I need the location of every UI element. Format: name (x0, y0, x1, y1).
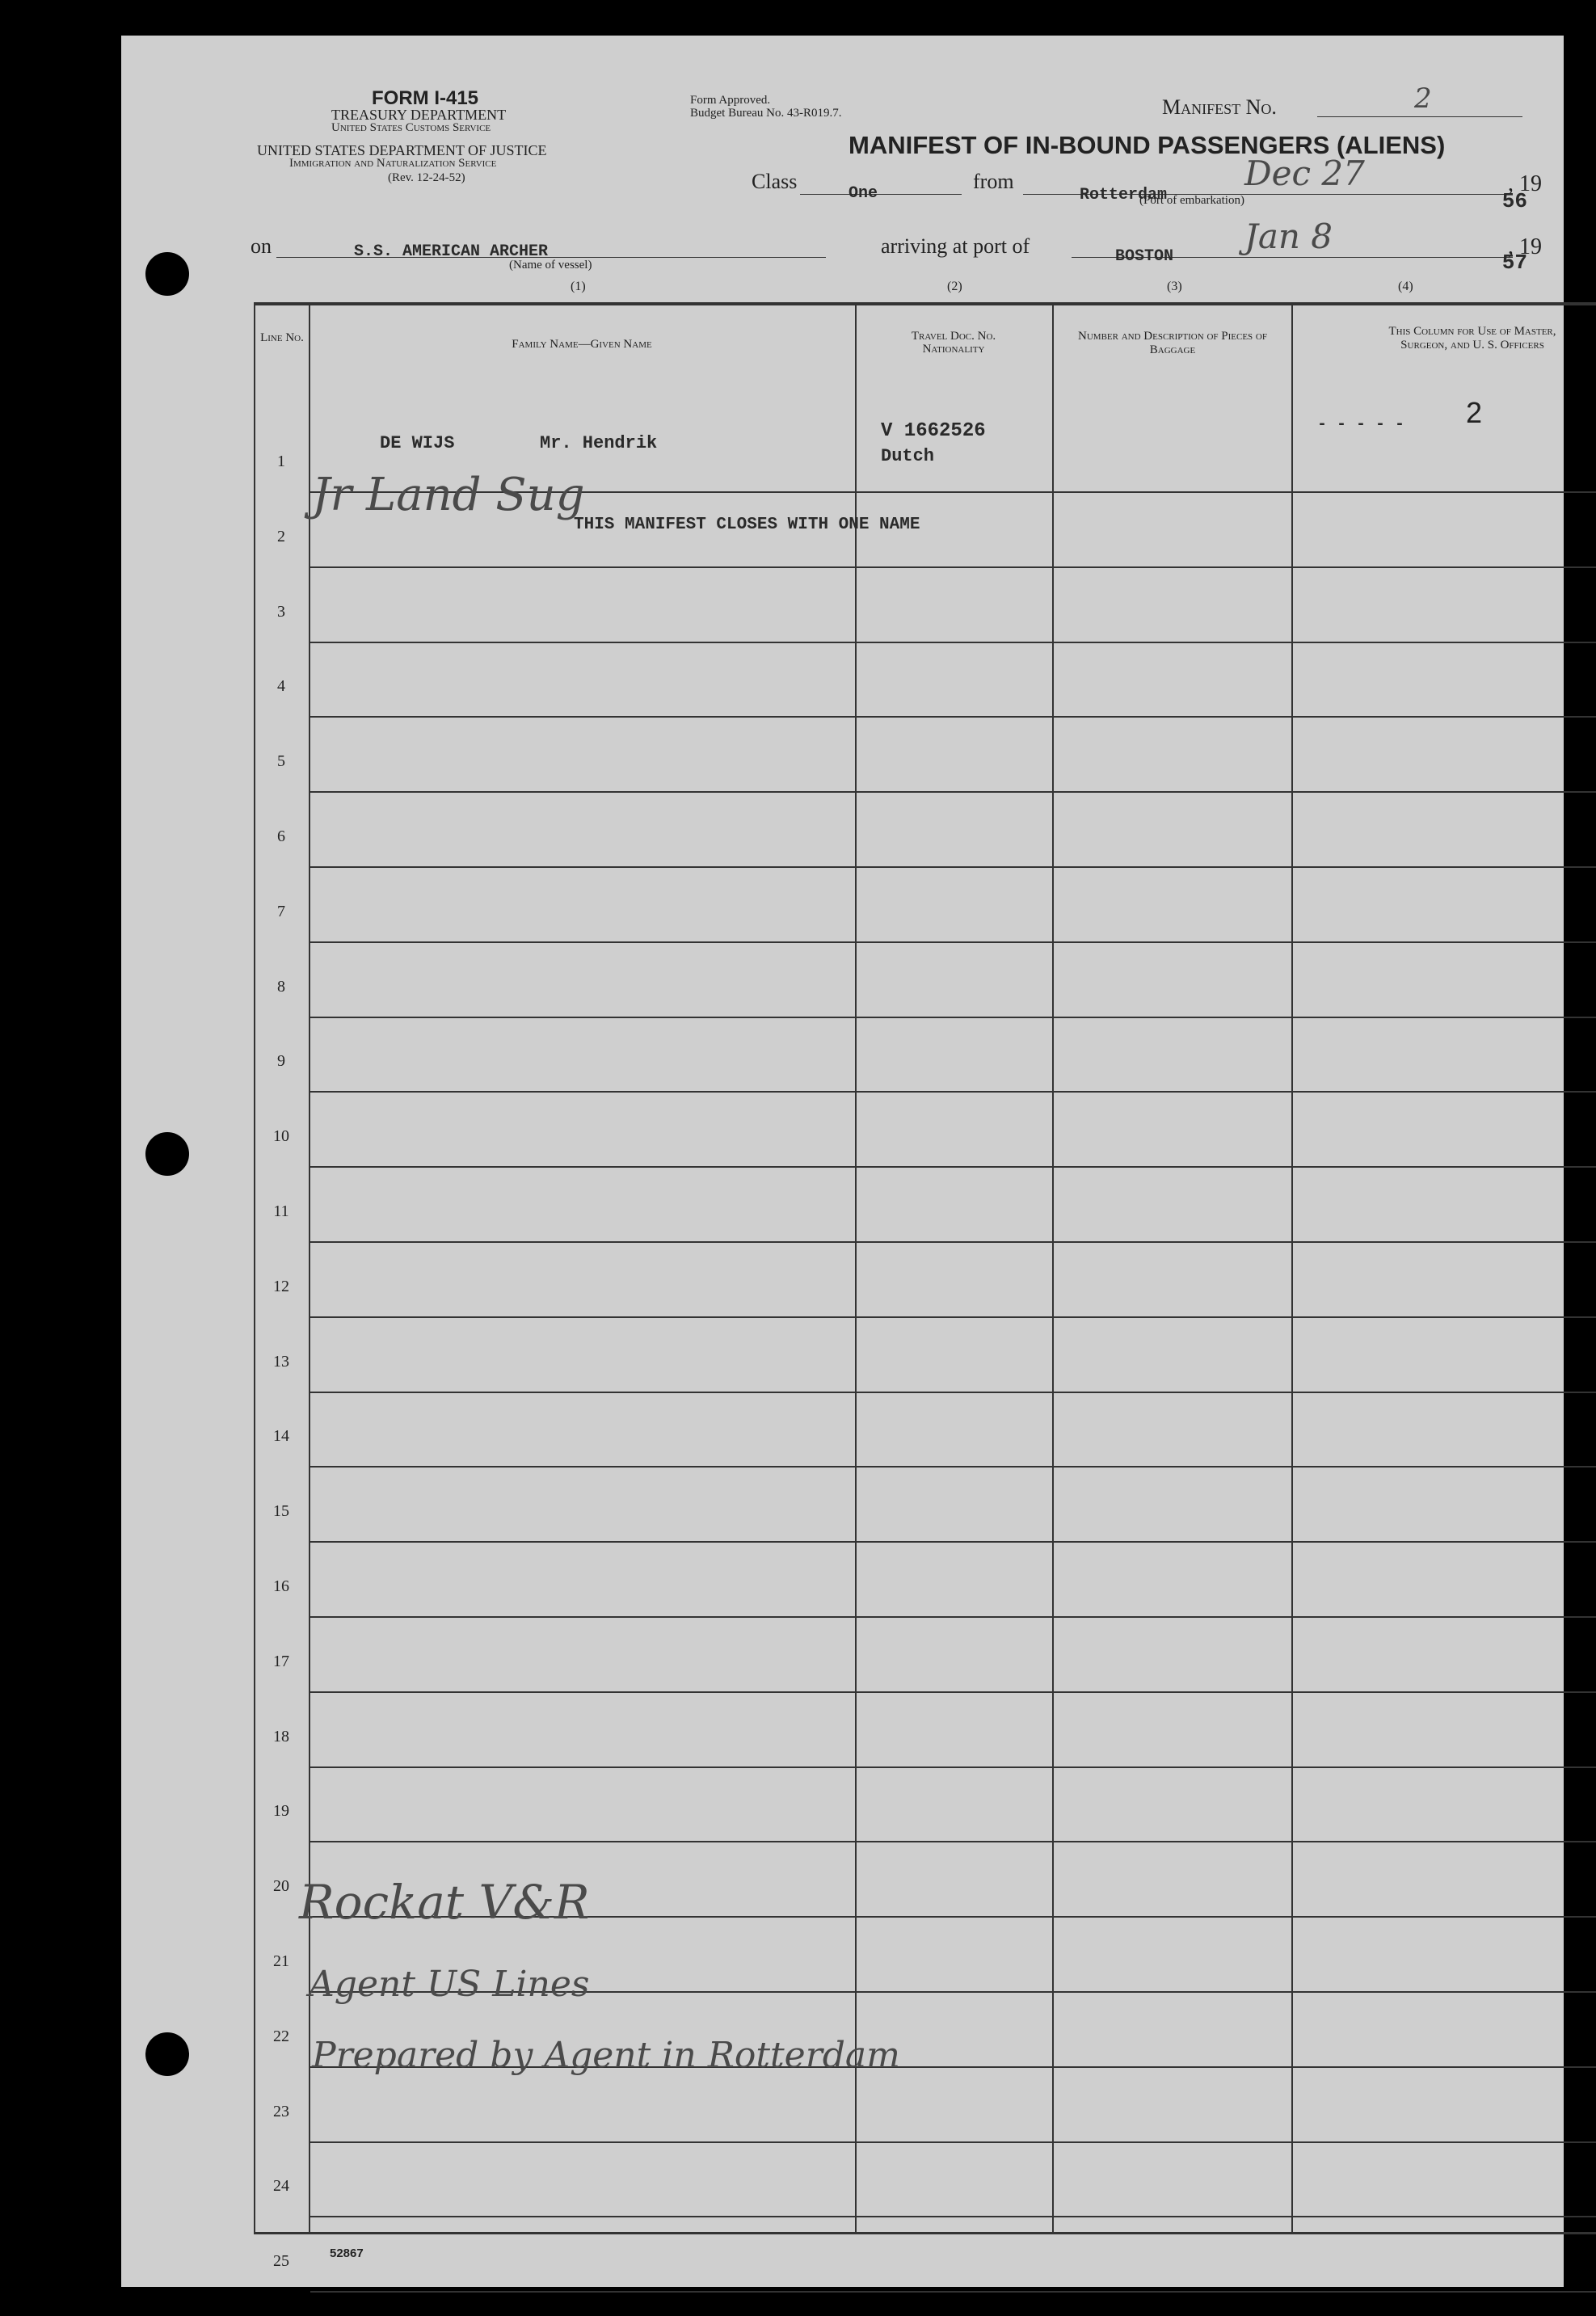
row-number: 14 (273, 1427, 289, 1446)
row-rule (310, 2291, 1596, 2293)
handwriting-line21: Rockat V&R (299, 1875, 590, 1930)
row-number: 25 (273, 2252, 289, 2271)
row-rule (310, 1841, 1596, 1842)
budget-bureau: Budget Bureau No. 43-R019.7. (690, 107, 842, 120)
handwriting-line2: Jr Land Sug (312, 469, 585, 521)
depart-year-prefix: , 19 (1508, 171, 1542, 196)
entry-doc-number: V 1662526 (881, 420, 986, 442)
col-name-header: Family Name—Given Name (512, 338, 652, 351)
row-rule (310, 941, 1596, 943)
page-title: MANIFEST OF IN-BOUND PASSENGERS (ALIENS) (849, 131, 1446, 159)
punch-hole-middle (145, 1132, 189, 1176)
row-rule (310, 2141, 1596, 2143)
col-doc-header: Travel Doc. No. (911, 330, 996, 343)
form-number: FORM I-415 (372, 87, 479, 109)
row-number: 20 (273, 1877, 289, 1896)
depart-year: 56 (1501, 189, 1527, 213)
row-rule (310, 1166, 1596, 1168)
departure-date: Dec 27 (1244, 154, 1365, 193)
punch-hole-bottom (145, 2032, 189, 2076)
customs-service: United States Customs Service (331, 121, 491, 134)
class-label: Class (752, 170, 798, 193)
form-approved: Form Approved. (690, 94, 771, 107)
treasury-department: TREASURY DEPARTMENT (331, 107, 507, 123)
row-rule (310, 1316, 1596, 1318)
row-rule (310, 642, 1596, 643)
row-number: 1 (277, 453, 285, 470)
col-baggage-header: Number and Description of Pieces of Baggage (1078, 330, 1267, 356)
row-rule (310, 1616, 1596, 1618)
row-rule (310, 566, 1596, 568)
row-number: 24 (273, 2177, 289, 2196)
vessel-note: (Name of vessel) (509, 259, 592, 272)
row-number: 23 (273, 2102, 289, 2120)
col4-number: (4) (1398, 280, 1413, 293)
col-officers-header: This Column for Use of Master, Surgeon, and U. S. Officers (1388, 325, 1556, 352)
row-number: 21 (273, 1952, 289, 1970)
manifest-form (121, 36, 1564, 2287)
row-rule (310, 1691, 1596, 1693)
arrival-year-prefix: , 19 (1508, 234, 1542, 259)
justice-department: UNITED STATES DEPARTMENT OF JUSTICE (257, 142, 547, 158)
manifest-no-label: Manifest No. (1162, 95, 1277, 119)
embarkation-note: (Port of embarkation) (1139, 194, 1244, 207)
arrival-port: BOSTON (1115, 247, 1174, 266)
closing-text: THIS MANIFEST CLOSES WITH ONE NAME (574, 516, 920, 534)
row-number: 11 (273, 1202, 289, 1220)
on-label: on (251, 234, 272, 258)
row-rule (310, 1466, 1596, 1468)
row-number: 15 (273, 1502, 289, 1521)
revision-date: (Rev. 12-24-52) (388, 171, 465, 184)
row-rule (310, 2216, 1596, 2217)
row-number: 2 (277, 527, 285, 545)
row-rule (310, 716, 1596, 718)
row-number: 22 (273, 2027, 289, 2045)
row-rule (310, 791, 1596, 793)
row-number: 16 (273, 1577, 289, 1595)
row-rule (310, 1766, 1596, 1768)
row-number: 12 (273, 1277, 289, 1295)
footer-code: 52867 (330, 2247, 364, 2260)
row-rule (310, 866, 1596, 868)
arrival-date: Jan 8 (1244, 217, 1333, 256)
from-label: from (973, 170, 1014, 193)
row-number: 8 (277, 977, 285, 996)
col3-number: (3) (1167, 280, 1182, 293)
row-number: 19 (273, 1802, 289, 1821)
row-number: 13 (273, 1352, 289, 1371)
arriving-label: arriving at port of (881, 234, 1030, 258)
col2-number: (2) (947, 280, 962, 293)
row-rule (310, 1541, 1596, 1543)
entry-given-name: Mr. Hendrik (540, 433, 658, 453)
handwriting-line23: Prepared by Agent in Rotterdam (312, 2035, 900, 2076)
col1-number: (1) (571, 280, 586, 293)
ins-service: Immigration and Naturalization Service (289, 157, 497, 170)
row-number: 10 (273, 1127, 289, 1146)
row-rule (310, 1241, 1596, 1243)
punch-hole-top (145, 252, 189, 296)
handwriting-line22: Agent US Lines (309, 1964, 590, 2005)
entry-family-name: DE WIJS (380, 433, 455, 453)
entry-nationality: Dutch (881, 446, 935, 466)
row-rule (310, 1017, 1596, 1018)
table-top-border (254, 302, 1596, 305)
from-value: Rotterdam (1080, 186, 1168, 204)
officer-mark: 2 (1466, 396, 1483, 429)
col-line-header: Line No. (260, 331, 304, 344)
row-number: 18 (273, 1727, 289, 1745)
row-number: 3 (277, 602, 285, 621)
manifest-no-value: 2 (1414, 82, 1432, 115)
col-nationality-header: Nationality (922, 343, 985, 356)
vessel-name: S.S. AMERICAN ARCHER (354, 242, 549, 261)
row-number: 6 (277, 827, 285, 845)
officer-dashes: - - - - - (1317, 415, 1405, 434)
row-number: 9 (277, 1052, 285, 1071)
row-number: 5 (277, 752, 285, 771)
row-rule (310, 1091, 1596, 1093)
row-number: 4 (277, 677, 285, 696)
row-rule (310, 1392, 1596, 1393)
row-number: 7 (277, 902, 285, 920)
arrival-year: 57 (1501, 251, 1527, 275)
class-value: One (849, 184, 878, 203)
row-number: 17 (273, 1652, 289, 1670)
